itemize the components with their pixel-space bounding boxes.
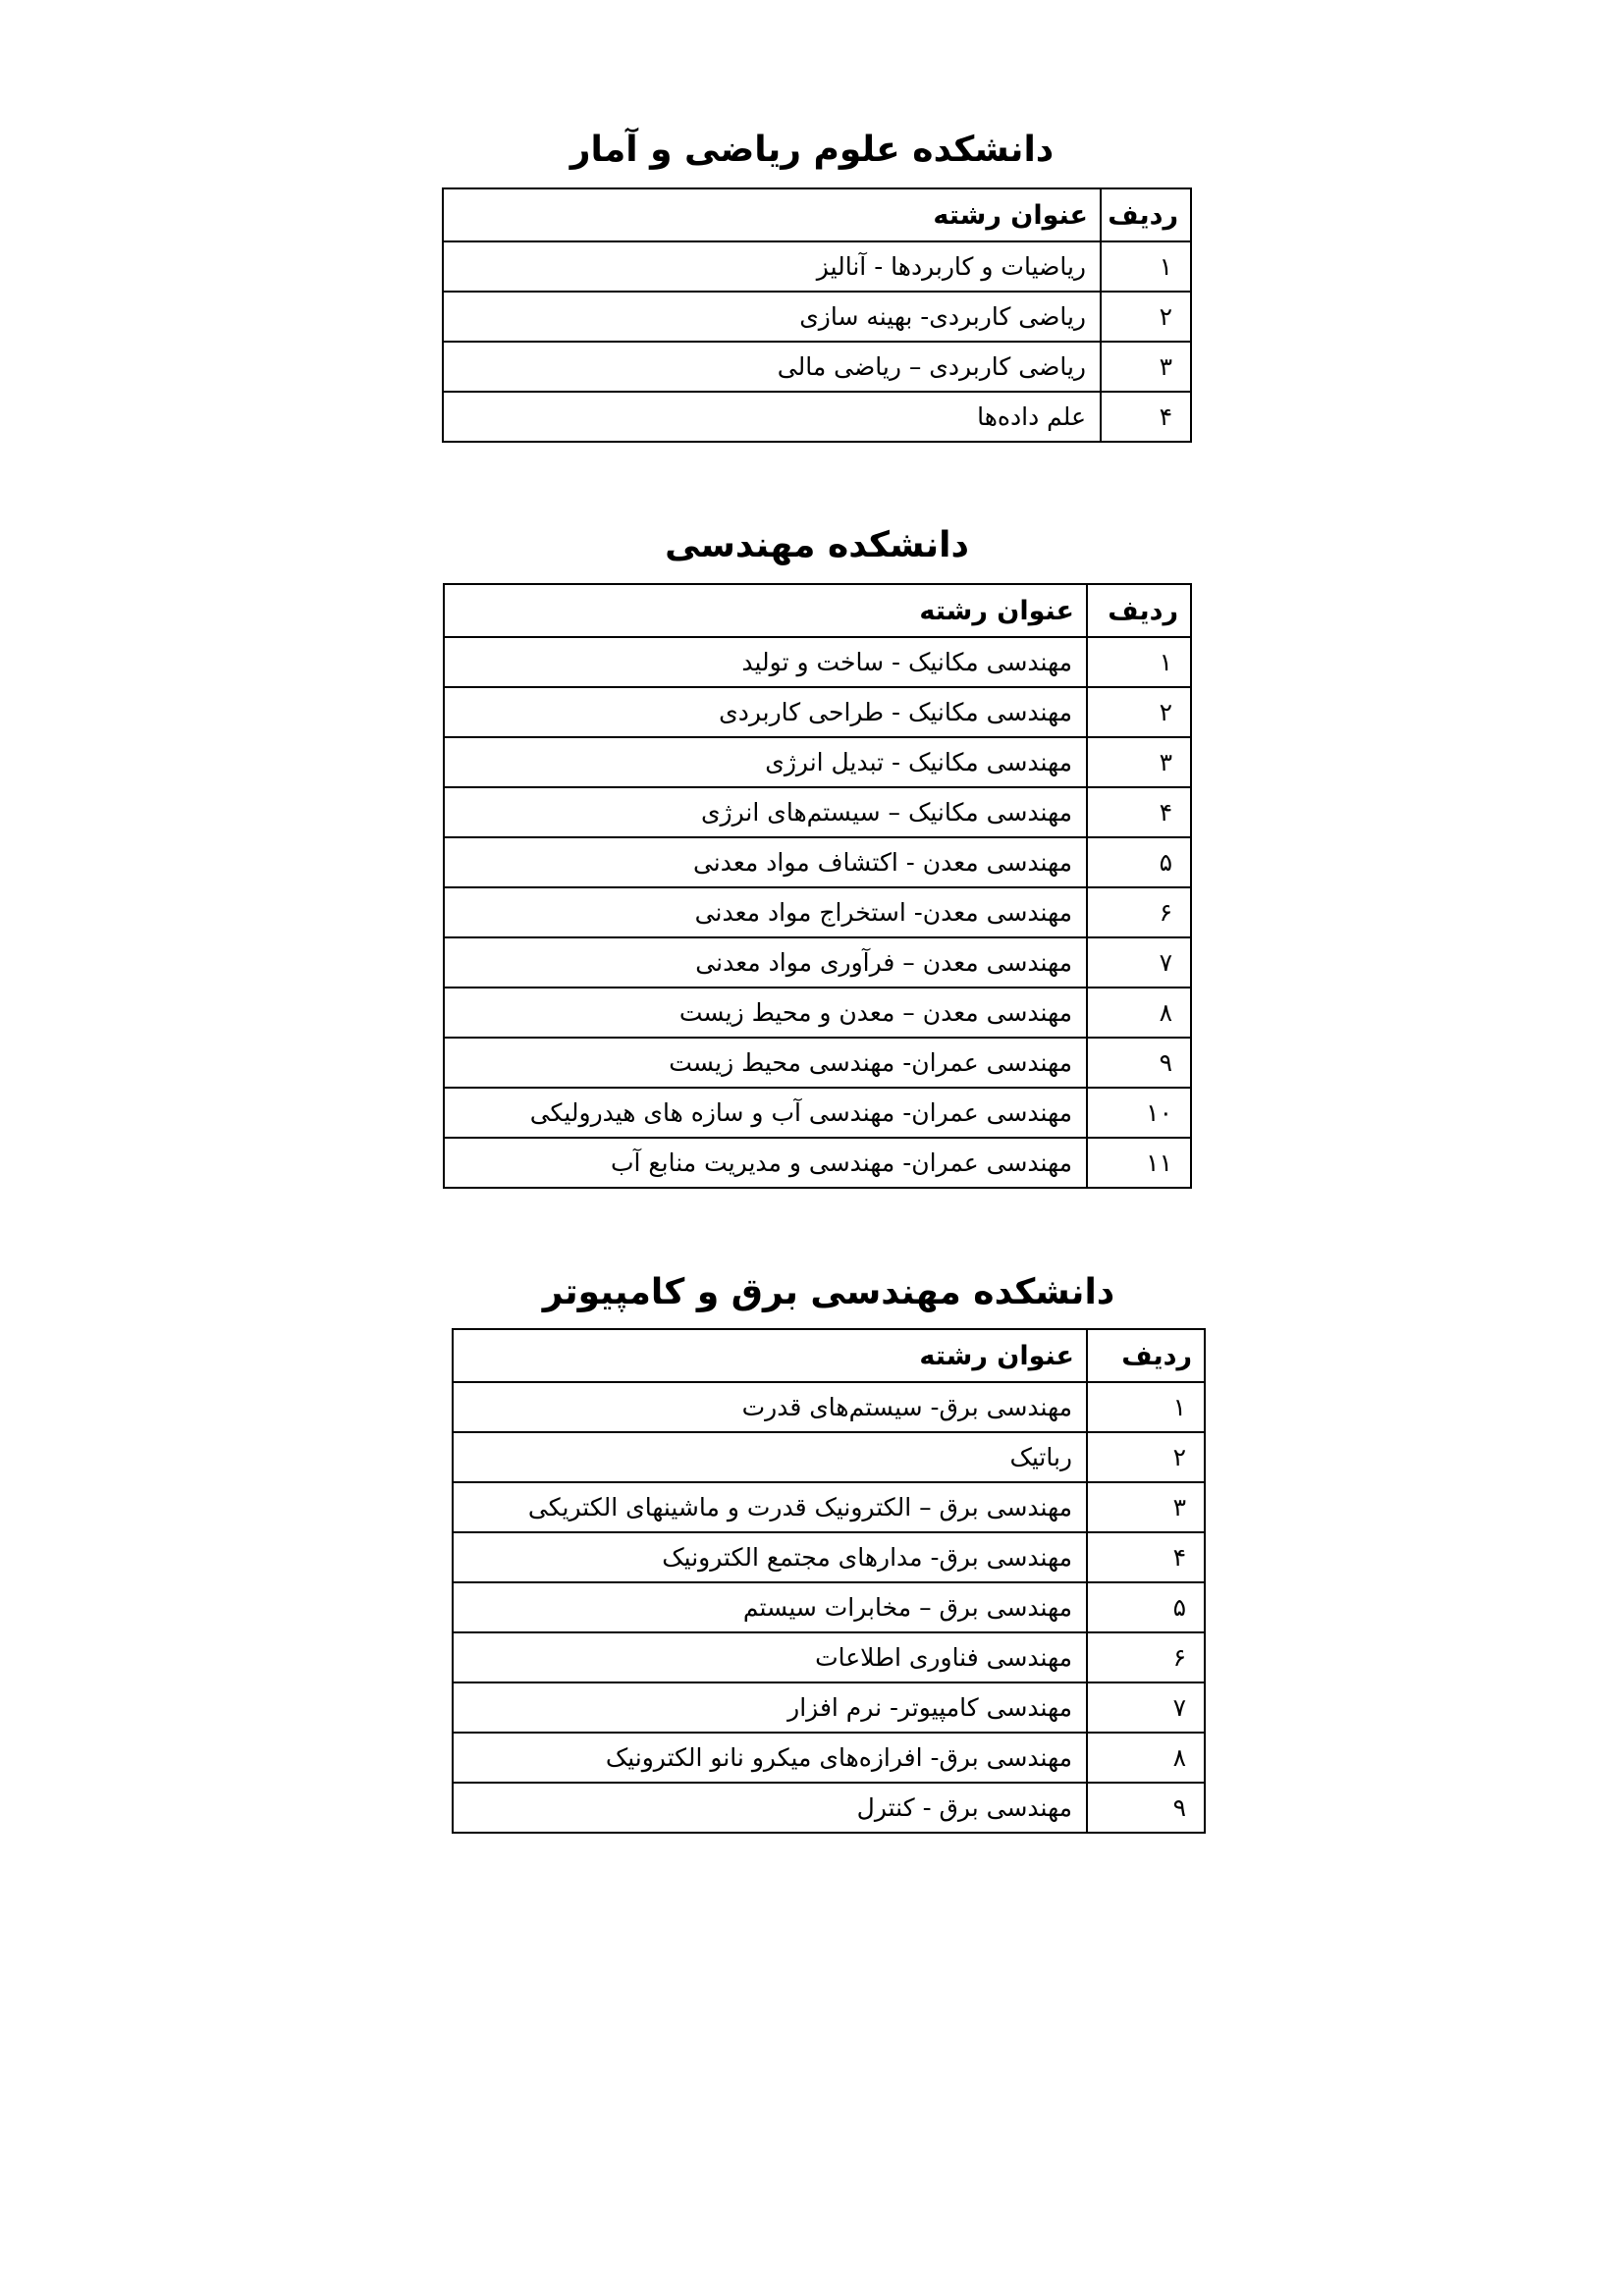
table-row [453, 1632, 1205, 1682]
major-title: مهندسی عمران- مهندسی آب و سازه های هیدرولیکی [444, 1088, 1087, 1138]
table-row [444, 687, 1191, 737]
table-row [443, 342, 1191, 392]
major-title: مهندسی مکانیک – سیستم‌های انرژی [444, 787, 1087, 837]
major-title: مهندسی معدن- استخراج مواد معدنی [444, 887, 1087, 937]
table-row [453, 1682, 1205, 1733]
table-row [444, 988, 1191, 1038]
table-row [444, 1038, 1191, 1088]
table-row [444, 937, 1191, 988]
row-number: ۱ [1087, 1382, 1205, 1432]
row-number: ۸ [1087, 1733, 1205, 1783]
table-row [443, 392, 1191, 442]
header-row-number: ردیف [1087, 1329, 1205, 1382]
header-major-title: عنوان رشته [444, 584, 1087, 637]
table-header-row [453, 1329, 1205, 1382]
major-title: ریاضی کاربردی – ریاضی مالی [443, 342, 1101, 392]
table-row [444, 1138, 1191, 1188]
row-number: ۴ [1101, 392, 1191, 442]
table-row [444, 837, 1191, 887]
table-row [453, 1532, 1205, 1582]
major-title: مهندسی مکانیک - ساخت و تولید [444, 637, 1087, 687]
table-row [444, 887, 1191, 937]
table-row [453, 1733, 1205, 1783]
major-title: مهندسی معدن - اکتشاف مواد معدنی [444, 837, 1087, 887]
table-row [453, 1482, 1205, 1532]
major-title: مهندسی مکانیک - تبدیل انرژی [444, 737, 1087, 787]
major-title: مهندسی معدن – فرآوری مواد معدنی [444, 937, 1087, 988]
row-number: ۹ [1087, 1783, 1205, 1833]
major-title: ریاضیات و کاربردها - آنالیز [443, 241, 1101, 292]
section-title-math: دانشکده علوم ریاضی و آمار [569, 130, 1055, 170]
major-title: رباتیک [453, 1432, 1087, 1482]
row-number: ۵ [1087, 1582, 1205, 1632]
majors-table-math [442, 187, 1192, 443]
row-number: ۶ [1087, 887, 1191, 937]
row-number: ۴ [1087, 1532, 1205, 1582]
majors-table-electrical-computer [452, 1328, 1206, 1834]
row-number: ۳ [1101, 342, 1191, 392]
major-title: مهندسی برق – مخابرات سیستم [453, 1582, 1087, 1632]
major-title: مهندسی برق- مدارهای مجتمع الکترونیک [453, 1532, 1087, 1582]
row-number: ۵ [1087, 837, 1191, 887]
major-title: مهندسی مکانیک - طراحی کاربردی [444, 687, 1087, 737]
table-row [444, 1088, 1191, 1138]
table-row [453, 1382, 1205, 1432]
section-title-engineering: دانشکده مهندسی [665, 525, 969, 565]
section-title-electrical-computer: دانشکده مهندسی برق و کامپیوتر [542, 1272, 1115, 1312]
table-header-row [444, 584, 1191, 637]
major-title: ریاضی کاربردی- بهینه سازی [443, 292, 1101, 342]
major-title: مهندسی عمران- مهندسی محیط زیست [444, 1038, 1087, 1088]
major-title: مهندسی برق- افرازه‌های میکرو نانو الکترونیک [453, 1733, 1087, 1783]
major-title: مهندسی برق – الکترونیک قدرت و ماشینهای الکتریکی [453, 1482, 1087, 1532]
header-major-title: عنوان رشته [443, 188, 1101, 241]
major-title: مهندسی فناوری اطلاعات [453, 1632, 1087, 1682]
row-number: ۸ [1087, 988, 1191, 1038]
majors-table-engineering [443, 583, 1192, 1189]
header-row-number: ردیف [1087, 584, 1191, 637]
major-title: مهندسی عمران- مهندسی و مدیریت منابع آب [444, 1138, 1087, 1188]
row-number: ۳ [1087, 737, 1191, 787]
major-title: مهندسی معدن – معدن و محیط زیست [444, 988, 1087, 1038]
table-row [444, 737, 1191, 787]
row-number: ۷ [1087, 1682, 1205, 1733]
major-title: علم داده‌ها [443, 392, 1101, 442]
table-row [444, 787, 1191, 837]
table-row [444, 637, 1191, 687]
header-row-number: ردیف [1101, 188, 1191, 241]
row-number: ۹ [1087, 1038, 1191, 1088]
row-number: ۱ [1101, 241, 1191, 292]
row-number: ۱۱ [1087, 1138, 1191, 1188]
table-row [453, 1432, 1205, 1482]
row-number: ۳ [1087, 1482, 1205, 1532]
table-header-row [443, 188, 1191, 241]
major-title: مهندسی برق- سیستم‌های قدرت [453, 1382, 1087, 1432]
table-row [453, 1582, 1205, 1632]
table-row [443, 292, 1191, 342]
major-title: مهندسی برق - کنترل [453, 1783, 1087, 1833]
row-number: ۱۰ [1087, 1088, 1191, 1138]
table-row [443, 241, 1191, 292]
row-number: ۷ [1087, 937, 1191, 988]
table-row [453, 1783, 1205, 1833]
major-title: مهندسی کامپیوتر- نرم افزار [453, 1682, 1087, 1733]
row-number: ۲ [1101, 292, 1191, 342]
row-number: ۲ [1087, 687, 1191, 737]
row-number: ۱ [1087, 637, 1191, 687]
header-major-title: عنوان رشته [453, 1329, 1087, 1382]
row-number: ۲ [1087, 1432, 1205, 1482]
row-number: ۶ [1087, 1632, 1205, 1682]
row-number: ۴ [1087, 787, 1191, 837]
